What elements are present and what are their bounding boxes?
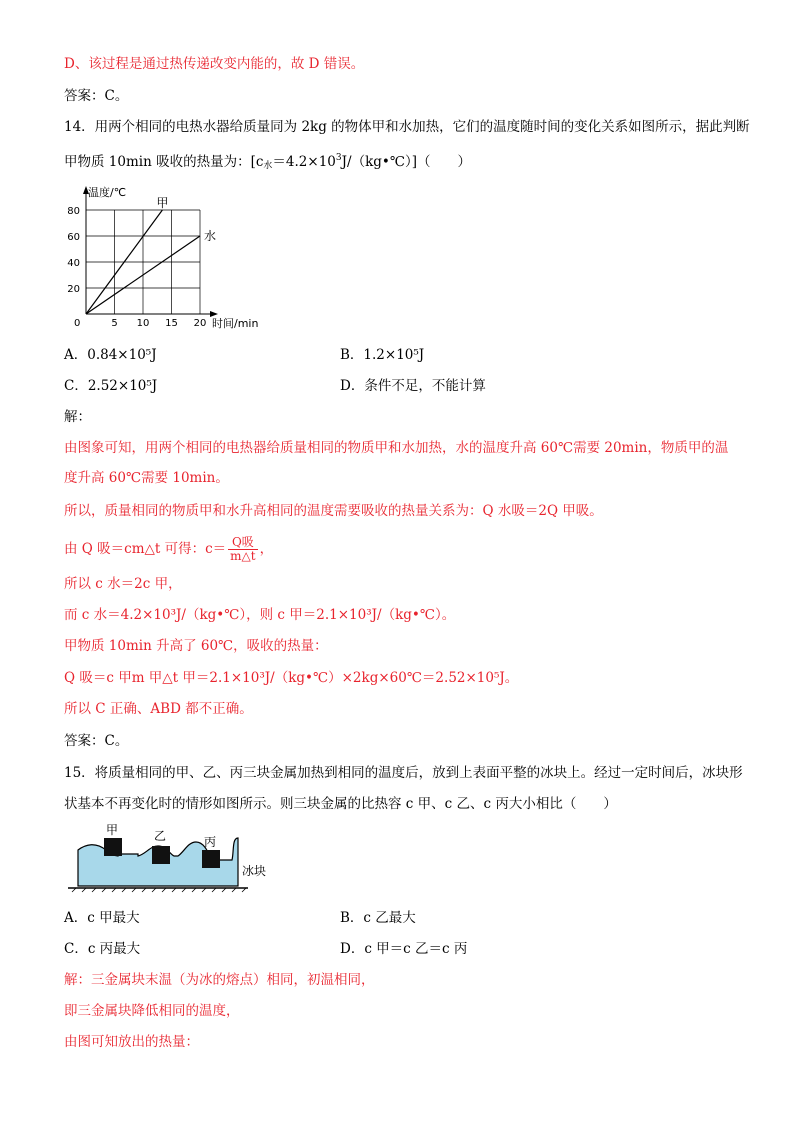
q14-option-c[interactable]: C．2.52×10⁵J <box>64 378 158 394</box>
tick-label-x-15: 15 <box>165 318 178 329</box>
q14-solution-line1: 由图象可知，用两个相同的电热器给质量相同的物质甲和水加热，水的温度升高 60℃需要 20min，物质甲的温 <box>64 440 729 456</box>
q15-solution-line1: 解：三金属块末温（为冰的熔点）相同，初温相同， <box>64 972 375 988</box>
q14-solution-label: 解： <box>64 409 91 425</box>
q14-solution-line5: 所以 c 水＝2c 甲， <box>64 576 182 592</box>
tick-label-x-10: 10 <box>136 318 150 329</box>
prev-option-d-text: D、该过程是通过热传递改变内能的，故 D 错误。 <box>64 56 365 72</box>
q14-solution-line3: 所以，质量相同的物质甲和水升高相同的温度需要吸收的热量关系为：Q 水吸＝2Q 甲吸。 <box>64 503 603 519</box>
q14-solution-line4: 由 Q 吸＝cm△t 可得：c＝ $\frac{\text{Q吸}}{m\triangle t}$ ， <box>64 535 274 563</box>
chart-axes <box>83 186 218 317</box>
q14-solution-line9: 所以 C 正确、ABD 都不正确。 <box>64 701 253 717</box>
q14-solution-line8: Q 吸＝c 甲m 甲△t 甲＝2.1×10³J/（kg•℃）×2kg×60℃＝2.52×10⁵J。 <box>64 670 519 686</box>
q14-temperature-time-chart <box>56 180 276 340</box>
q14-option-a[interactable]: A．0.84×10⁵J <box>64 347 157 363</box>
chart-grid <box>86 210 200 314</box>
tick-label-x-5: 5 <box>111 318 118 329</box>
q14-option-d[interactable]: D．条件不足，不能计算 <box>340 378 486 394</box>
label-yi: 乙 <box>154 829 167 843</box>
q15-stem-line2: 状基本不再变化时的情形如图所示。则三块金属的比热容 c 甲、c 乙、c 丙大小相比（ ） <box>64 796 617 812</box>
q14-solution-line2: 度升高 60℃需要 10min。 <box>64 470 229 486</box>
q15-ice-block-figure <box>66 820 286 900</box>
q14-answer: 答案：C。 <box>64 733 129 749</box>
q14-stem-line1: 14．用两个相同的电热水器给质量同为 2kg 的物体甲和水加热，它们的温度随时间的变化关系如图所示，据此判断 <box>64 119 750 135</box>
series-label-0: 甲 <box>156 196 169 210</box>
metal-block-jia <box>104 838 122 856</box>
metal-block-yi <box>152 846 170 864</box>
q15-option-a[interactable]: A．c 甲最大 <box>64 910 140 926</box>
q15-solution-line2: 即三金属块降低相同的温度， <box>64 1003 240 1019</box>
q15-solution-line3: 由图可知放出的热量： <box>64 1034 199 1050</box>
chart-x-axis-label: 时间/min <box>212 317 259 330</box>
q15-option-b[interactable]: B．c 乙最大 <box>340 910 416 926</box>
q15-stem-line1: 15．将质量相同的甲、乙、丙三块金属加热到相同的温度后，放到上表面平整的冰块上。经过一定时间后，冰块形 <box>64 765 743 781</box>
q14-solution-line6: 而 c 水＝4.2×10³J/（kg•℃），则 c 甲＝2.1×10³J/（kg•℃）。 <box>64 607 456 623</box>
chart-series <box>86 196 216 314</box>
q15-option-c[interactable]: C．c 丙最大 <box>64 941 141 957</box>
prev-answer: 答案：C。 <box>64 88 129 104</box>
tick-label-origin: 0 <box>74 318 81 329</box>
metal-block-bing <box>202 850 220 868</box>
q14-stem-line2: 甲物质 10min 吸收的热量为：$[c_水=4.2\times 10^3J/(kg•℃)]$（ ） <box>64 153 471 171</box>
tick-label-y-80: 80 <box>67 206 80 217</box>
q15-option-d[interactable]: D．c 甲＝c 乙＝c 丙 <box>340 941 468 957</box>
series-label-1: 水 <box>204 229 217 243</box>
tick-label-y-40: 40 <box>67 258 80 269</box>
q14-solution-line7: 甲物质 10min 升高了 60℃，吸收的热量： <box>64 638 328 654</box>
label-jia: 甲 <box>106 823 119 837</box>
tick-label-y-60: 60 <box>67 232 80 243</box>
tick-label-y-20: 20 <box>67 284 80 295</box>
q14-option-b[interactable]: B．1.2×10⁵J <box>340 347 425 363</box>
label-bing: 丙 <box>204 835 217 849</box>
tick-label-x-20: 20 <box>193 318 207 329</box>
chart-y-axis-label: 温度/℃ <box>88 186 127 199</box>
formula-fraction: $\frac{\text{Q吸}}{m\triangle t}$ <box>230 535 256 563</box>
label-ice: 冰块 <box>242 864 267 878</box>
